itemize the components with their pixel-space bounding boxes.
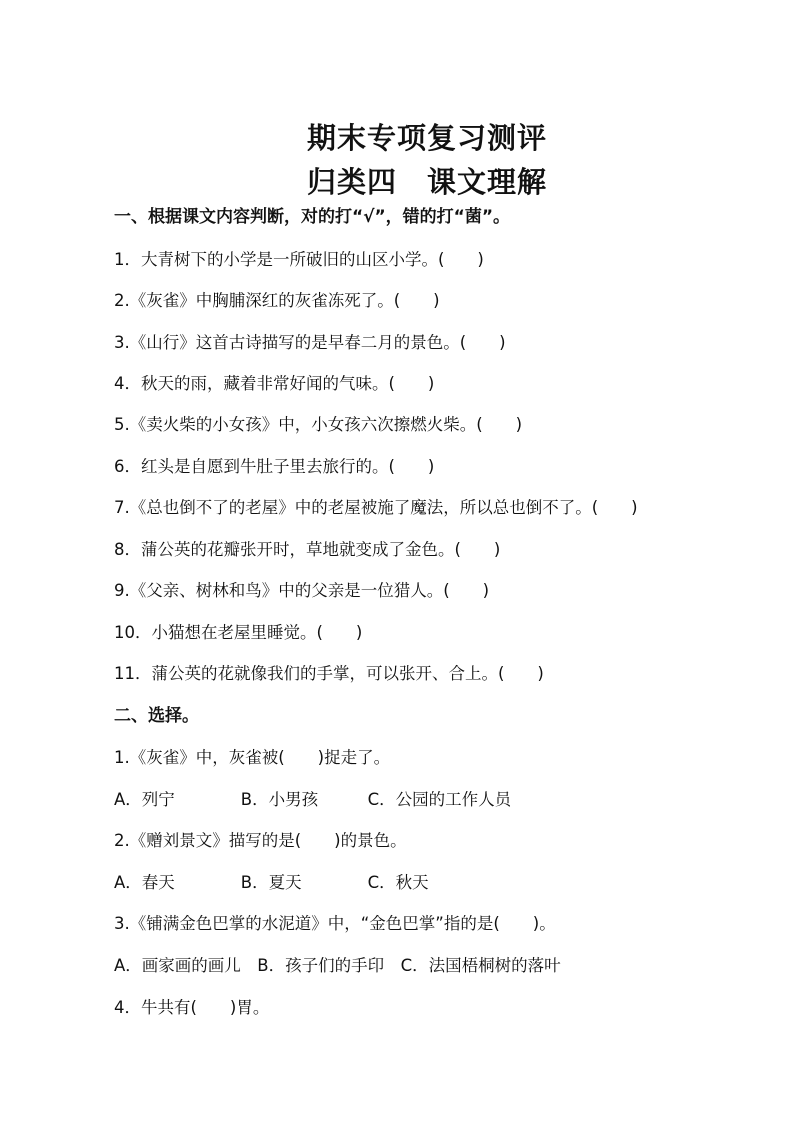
choice-options-3: A．画家画的画儿 B．孩子们的手印 C．法国梧桐树的落叶: [114, 956, 561, 975]
choice-options-2: A．春天 B．夏天 C．秋天: [114, 873, 429, 892]
judge-question-9: 9.《父亲、树林和鸟》中的父亲是一位猎人。( ): [114, 581, 490, 600]
judge-question-1: 1．大青树下的小学是一所破旧的山区小学。( ): [114, 250, 484, 269]
page-title: 期末专项复习测评: [306, 121, 547, 155]
judge-question-6: 6．红头是自愿到牛肚子里去旅行的。( ): [114, 457, 435, 476]
judge-question-10: 10．小猫想在老屋里睡觉。( ): [114, 623, 363, 642]
choice-question-2: 2.《赠刘景文》描写的是( )的景色。: [114, 831, 407, 850]
choice-question-1: 1.《灰雀》中，灰雀被( )捉走了。: [114, 748, 391, 767]
judge-question-4: 4．秋天的雨，藏着非常好闻的气味。( ): [114, 374, 435, 393]
choice-question-4: 4．牛共有( )胃。: [114, 998, 270, 1017]
choice-question-3: 3.《铺满金色巴掌的水泥道》中，“金色巴掌”指的是( )。: [114, 914, 556, 933]
section-2-heading: 二、选择。: [114, 706, 199, 726]
judge-question-11: 11．蒲公英的花就像我们的手掌，可以张开、合上。( ): [114, 664, 544, 683]
judge-question-7: 7.《总也倒不了的老屋》中的老屋被施了魔法，所以总也倒不了。( ): [114, 498, 638, 517]
page-subtitle: 归类四 课文理解: [306, 165, 547, 199]
judge-question-2: 2.《灰雀》中胸脯深红的灰雀冻死了。( ): [114, 291, 440, 310]
judge-question-8: 8．蒲公英的花瓣张开时，草地就变成了金色。( ): [114, 540, 501, 559]
choice-options-1: A．列宁 B．小男孩 C．公园的工作人员: [114, 790, 512, 809]
section-1-heading: 一、根据课文内容判断，对的打“√”，错的打“菌”。: [114, 207, 511, 227]
judge-question-3: 3.《山行》这首古诗描写的是早春二月的景色。( ): [114, 333, 506, 352]
judge-question-5: 5.《卖火柴的小女孩》中，小女孩六次擦燃火柴。( ): [114, 415, 523, 434]
